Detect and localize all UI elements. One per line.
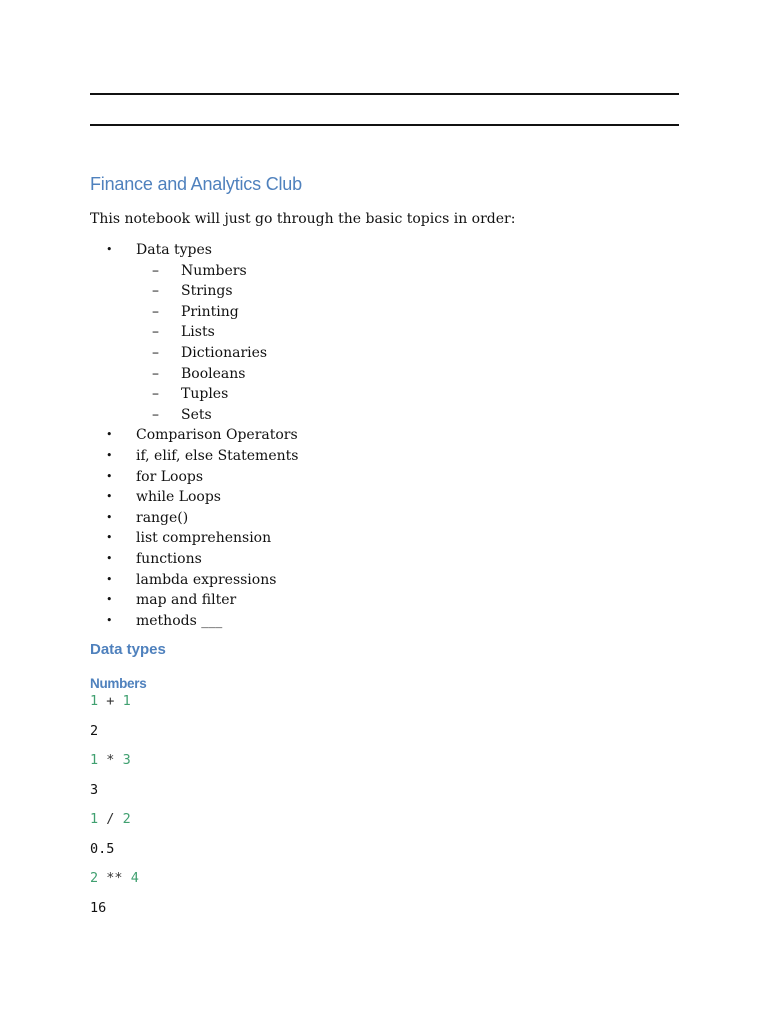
code-output: 0.5 <box>90 841 115 857</box>
dash-icon: – <box>152 324 159 341</box>
bullet-icon: • <box>106 490 113 504</box>
bullet-icon: • <box>106 613 113 627</box>
section-heading: Data types <box>90 641 166 658</box>
dash-icon: – <box>152 283 159 300</box>
code-cell: 1 / 2 <box>90 811 131 827</box>
bullet-icon: • <box>106 428 113 442</box>
code-output: 3 <box>90 782 99 798</box>
dash-icon: – <box>152 262 159 279</box>
document-title: Finance and Analytics Club <box>90 174 302 194</box>
bullet-icon: • <box>106 510 113 524</box>
code-output: 2 <box>90 723 99 739</box>
bullet-icon: • <box>106 469 113 483</box>
code-output: 16 <box>90 900 107 916</box>
bullet-icon: • <box>106 551 113 565</box>
bullet-icon: • <box>106 448 113 462</box>
subsection-heading: Numbers <box>90 676 147 691</box>
dash-icon: – <box>152 386 159 403</box>
dash-icon: – <box>152 365 159 382</box>
bullet-icon: • <box>106 572 113 586</box>
dash-icon: – <box>152 406 159 423</box>
code-cell: 2 ** 4 <box>90 870 139 886</box>
horizontal-rule-bottom <box>90 124 679 126</box>
dash-icon: – <box>152 344 159 361</box>
intro-paragraph: This notebook will just go through the basic topics in order: <box>90 211 516 227</box>
bullet-icon: • <box>106 593 113 607</box>
dash-icon: – <box>152 303 159 320</box>
bullet-icon: • <box>106 243 113 256</box>
code-cell: 1 * 3 <box>90 752 131 768</box>
horizontal-rule-top <box>90 93 679 95</box>
bullet-icon: • <box>106 531 113 545</box>
code-cell: 1 + 1 <box>90 693 131 709</box>
